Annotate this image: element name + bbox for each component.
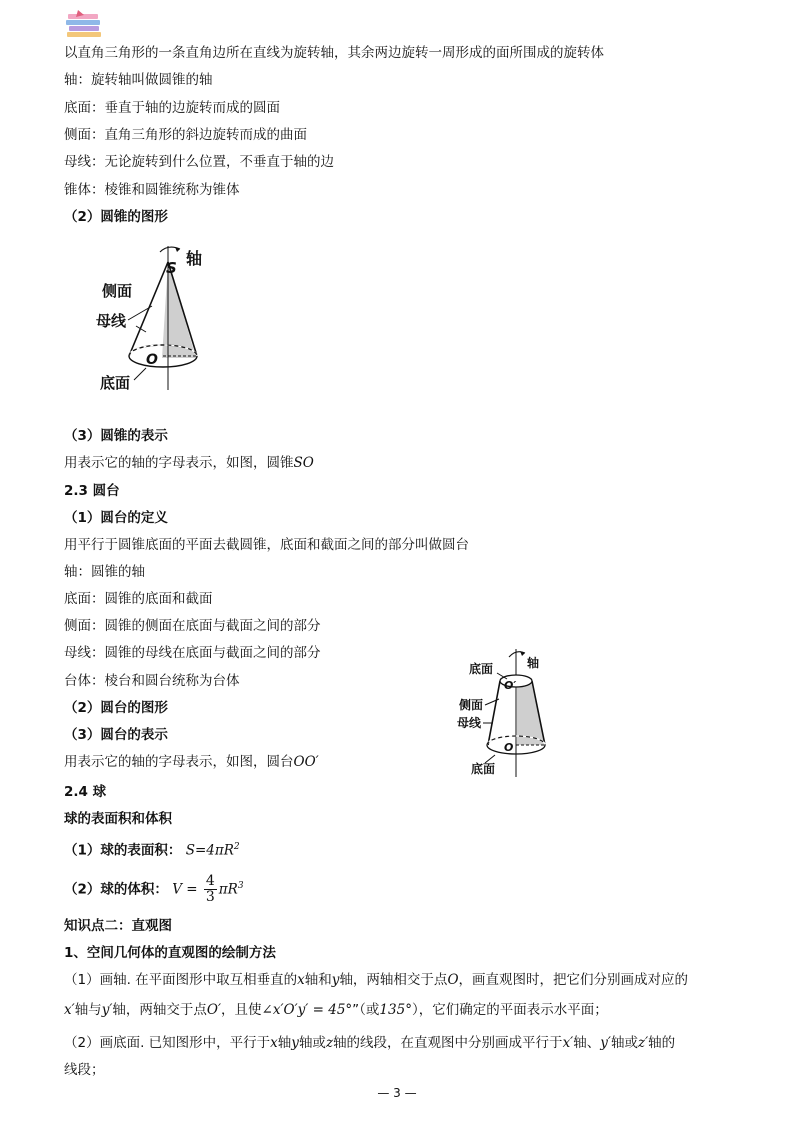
step1-text-e: 轴与	[74, 1002, 102, 1018]
frustum-lateral-text: 侧面：圆锥的侧面在底面与截面之间的部分	[64, 618, 321, 634]
frustum-figure	[455, 645, 565, 785]
cone-notation-heading: （3）圆锥的表示	[64, 428, 168, 444]
frustum-def-heading: （1）圆台的定义	[64, 510, 168, 526]
sphere-area-exp: 2	[233, 842, 240, 852]
step2-text-c: 轴或	[298, 1035, 326, 1051]
frustum-label-center: O	[504, 741, 514, 754]
step2-text-b: 轴	[277, 1035, 292, 1051]
cone-label-apex: S	[166, 259, 177, 277]
step2-zp: z′	[637, 1035, 649, 1051]
step1-text-i: ），它们确定的平面表示水平面；	[411, 1002, 608, 1018]
cone-body-text: 锥体：棱锥和圆锥统称为锥体	[64, 182, 240, 198]
cone-notation-text: 用表示它的轴的字母表示，如图，圆锥	[64, 455, 294, 471]
sphere-area-label: （1）球的表面积：	[64, 842, 182, 859]
sphere-volume-rhs: πR	[218, 881, 238, 898]
step1-y: y	[331, 972, 340, 988]
step2-x: x	[270, 1035, 278, 1051]
step1-line1	[64, 971, 688, 989]
frustum-axis-text: 轴：圆锥的轴	[64, 564, 145, 580]
cone-generatrix-text: 母线：无论旋转到什么位置，不垂直于轴的边	[64, 154, 334, 170]
step2-text-e: 轴、	[573, 1035, 601, 1051]
sphere-volume-num: 4	[205, 873, 215, 889]
frustum-body-text: 台体：棱台和圆台统称为台体	[64, 673, 240, 689]
cone-label-center: O	[146, 352, 158, 368]
step2-text-f: 轴或	[610, 1035, 638, 1051]
step2-z: z	[325, 1035, 334, 1051]
sphere-area	[64, 838, 240, 860]
step2-y: y	[291, 1035, 299, 1051]
cone-notation-symbol: SO	[293, 455, 314, 471]
cone-notation	[64, 454, 314, 472]
step1-text-c: 轴，两轴相交于点	[339, 972, 448, 988]
sphere-volume-label: （2）球的体积：	[64, 881, 168, 898]
step1-text-f: 轴，两轴交于点	[112, 1002, 207, 1018]
sphere-volume-exp: 3	[237, 881, 244, 891]
step2-text-g: 轴的	[648, 1035, 676, 1051]
step1-line2	[64, 1001, 608, 1019]
step1-135: 135°	[379, 1002, 412, 1018]
cone-base-text: 底面：垂直于轴的边旋转而成的圆面	[64, 100, 280, 116]
frustum-label-lateral: 侧面	[459, 698, 484, 712]
frustum-label-top: 底面	[469, 662, 494, 676]
step2-text-d: 轴的线段，在直观图中分别画成平行于	[333, 1035, 563, 1051]
step1-text-g: ，且使	[221, 1002, 262, 1018]
frustum-notation-text: 用表示它的轴的字母表示，如图，圆台	[64, 754, 294, 770]
cone-figure-heading: （2）圆锥的图形	[64, 209, 168, 225]
step2-line1	[64, 1034, 675, 1052]
step2-line2: 线段；	[64, 1062, 105, 1078]
frustum-section-title: 2.3 圆台	[64, 483, 120, 499]
step1-text-d: ，画直观图时，把它们分别画成对应的	[458, 972, 689, 988]
frustum-label-axis: 轴	[527, 656, 540, 670]
sphere-volume-fraction	[204, 874, 217, 905]
page-number: — 3 —	[377, 1086, 417, 1100]
books-logo-icon	[64, 8, 108, 42]
sphere-heading: 球的表面积和体积	[64, 811, 172, 827]
intuitive-method-heading: 1、空间几何体的直观图的绘制方法	[64, 945, 276, 961]
step1-O: O	[447, 972, 459, 988]
frustum-figure-heading: （2）圆台的图形	[64, 700, 168, 716]
step1-x: x	[297, 972, 305, 988]
frustum-generatrix-text: 母线：圆锥的母线在底面与截面之间的部分	[64, 645, 321, 661]
step2-text-a: （2）画底面. 已知图形中，平行于	[64, 1035, 271, 1051]
frustum-notation-heading: （3）圆台的表示	[64, 727, 168, 743]
sphere-section-title: 2.4 球	[64, 784, 107, 800]
step1-Op: O′	[206, 1002, 222, 1018]
cone-axis-text: 轴：旋转轴叫做圆锥的轴	[64, 72, 213, 88]
step1-yp: y′	[101, 1002, 113, 1018]
frustum-label-generatrix: 母线	[457, 716, 482, 730]
step1-text-a: （1）画轴. 在平面图形中取互相垂直的	[64, 972, 298, 988]
frustum-definition: 用平行于圆锥底面的平面去截圆锥，底面和截面之间的部分叫做圆台	[64, 537, 469, 553]
cone-label-base: 底面	[100, 374, 131, 392]
sphere-volume	[64, 867, 244, 905]
frustum-base-text: 底面：圆锥的底面和截面	[64, 591, 213, 607]
sphere-volume-lhs: V =	[172, 881, 198, 898]
step2-xp: x′	[562, 1035, 574, 1051]
step1-angle: ∠x′O′y′ = 45°	[261, 1002, 353, 1018]
frustum-label-top-center: O′	[504, 679, 517, 692]
step2-yp: y′	[600, 1035, 611, 1051]
cone-label-axis: 轴	[186, 249, 203, 268]
frustum-label-bottom: 底面	[471, 762, 496, 776]
intuitive-heading: 知识点二：直观图	[64, 918, 172, 934]
sphere-area-formula: S=4πR	[185, 842, 234, 859]
step1-text-b: 轴和	[304, 972, 332, 988]
frustum-notation	[64, 753, 319, 771]
frustum-notation-symbol: OO′	[293, 754, 319, 770]
cone-lateral-text: 侧面：直角三角形的斜边旋转而成的曲面	[64, 127, 307, 143]
step1-text-h: ”（或	[352, 1002, 380, 1018]
cone-figure	[96, 240, 226, 400]
cone-label-generatrix: 母线	[96, 312, 127, 330]
sphere-volume-den: 3	[205, 889, 215, 905]
cone-label-lateral: 侧面	[102, 282, 133, 300]
cone-definition: 以直角三角形的一条直角边所在直线为旋转轴，其余两边旋转一周形成的面所围成的旋转体	[64, 45, 604, 61]
step1-xp: x′	[64, 1002, 75, 1018]
